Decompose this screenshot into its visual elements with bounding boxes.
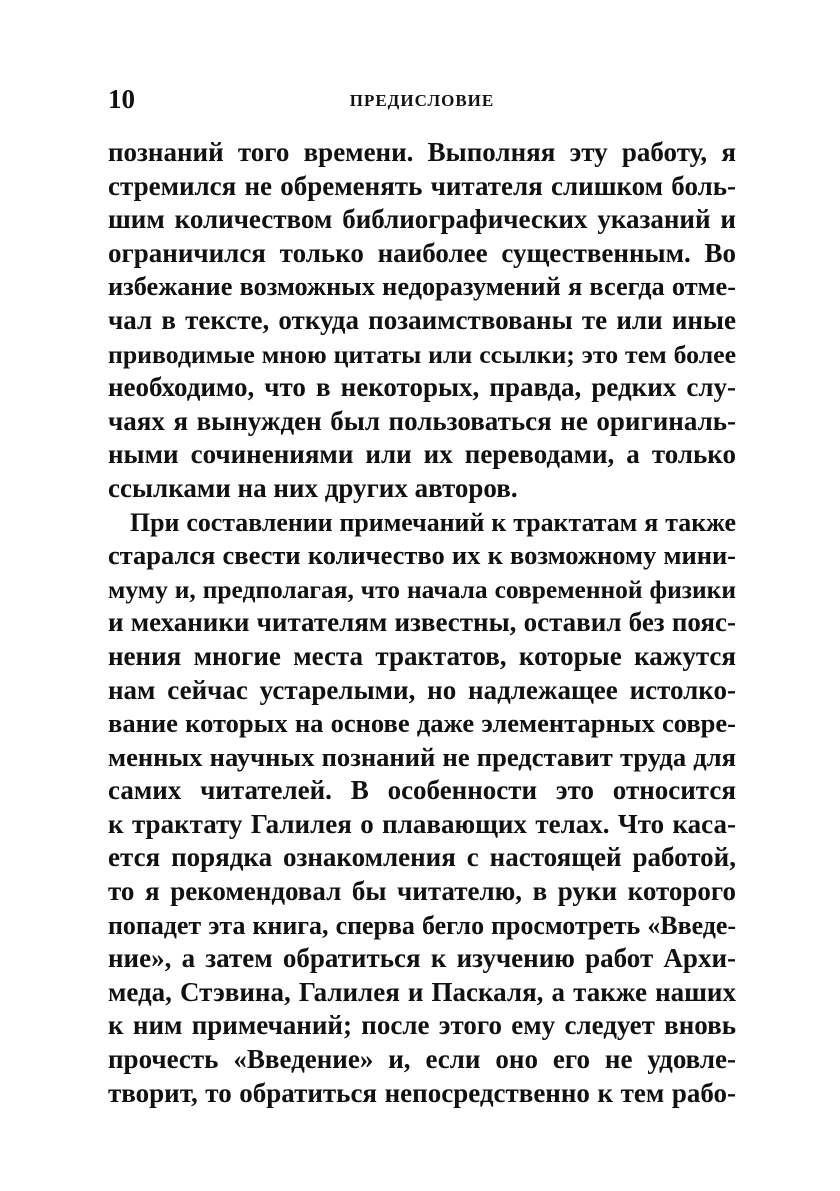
paragraph-1 [108, 136, 736, 506]
text-line: приводимые мною цитаты или ссылки; это тем более [108, 339, 736, 369]
section-title: ПРЕДИСЛОВИЕ [349, 91, 495, 110]
text-line: старался свести количество их к возможному мини- [108, 540, 736, 571]
text-line: прочесть «Введение» и, если оно его не удовле- [108, 1044, 736, 1075]
text-line: чал в тексте, откуда позаимствованы те или иные [108, 304, 736, 335]
running-header [108, 82, 736, 116]
paragraph-2 [108, 506, 736, 1111]
text-line: нам сейчас устарелыми, но надлежащее истолко- [108, 674, 736, 705]
text-line: избежание возможных недоразумений я всегда отме- [108, 272, 736, 302]
text-line: нения многие места трактатов, которые кажутся [108, 640, 736, 671]
text-line: стремился не обременять читателя слишком боль- [108, 170, 736, 201]
text-line: к ним примечаний; после этого ему следует вновь [108, 1010, 736, 1041]
text-line: познаний того времени. Выполняя эту работу, я [108, 137, 736, 167]
book-page [108, 82, 736, 1110]
text-line: менных научных познаний не представит труда для [108, 741, 736, 772]
text-line: ссылками на них других авторов. [108, 472, 518, 503]
text-line: необходимо, что в некоторых, правда, редких слу- [108, 372, 736, 403]
text-line: чаях я вынужден был пользоваться не оригиналь- [108, 405, 736, 436]
body-text [108, 136, 736, 1110]
text-line: меда, Стэвина, Галилея и Паскаля, а также наших [108, 976, 736, 1007]
text-line: ограничился только наиболее существенным. Во [108, 237, 736, 268]
text-line: ние», а затем обратиться к изучению работ Архи- [108, 943, 736, 974]
text-line: к трактату Галилея о плавающих телах. Что каса- [108, 808, 736, 839]
text-line: и механики читателям известны, оставил без пояс- [108, 607, 736, 638]
text-line: вание которых на основе даже элементарных совре- [108, 708, 736, 739]
page-number: 10 [108, 84, 135, 114]
text-line: При составлении примечаний к трактатам я также [130, 507, 736, 537]
text-line: творит, то обратиться непосредственно к тем рабо- [108, 1077, 736, 1108]
text-line: шим количеством библиографических указаний и [108, 204, 736, 235]
text-line: ется порядка ознакомления с настоящей работой, [108, 842, 736, 873]
text-line: то я рекомендовал бы читателю, в руки которого [108, 876, 736, 907]
text-line: попадет эта книга, сперва бегло просмотреть «Введе- [108, 910, 736, 940]
text-line: ными сочинениями или их переводами, а только [108, 439, 736, 470]
text-line: самих читателей. В особенности это относится [108, 775, 736, 806]
text-line: муму и, предполагая, что начала современной физики [108, 574, 736, 604]
